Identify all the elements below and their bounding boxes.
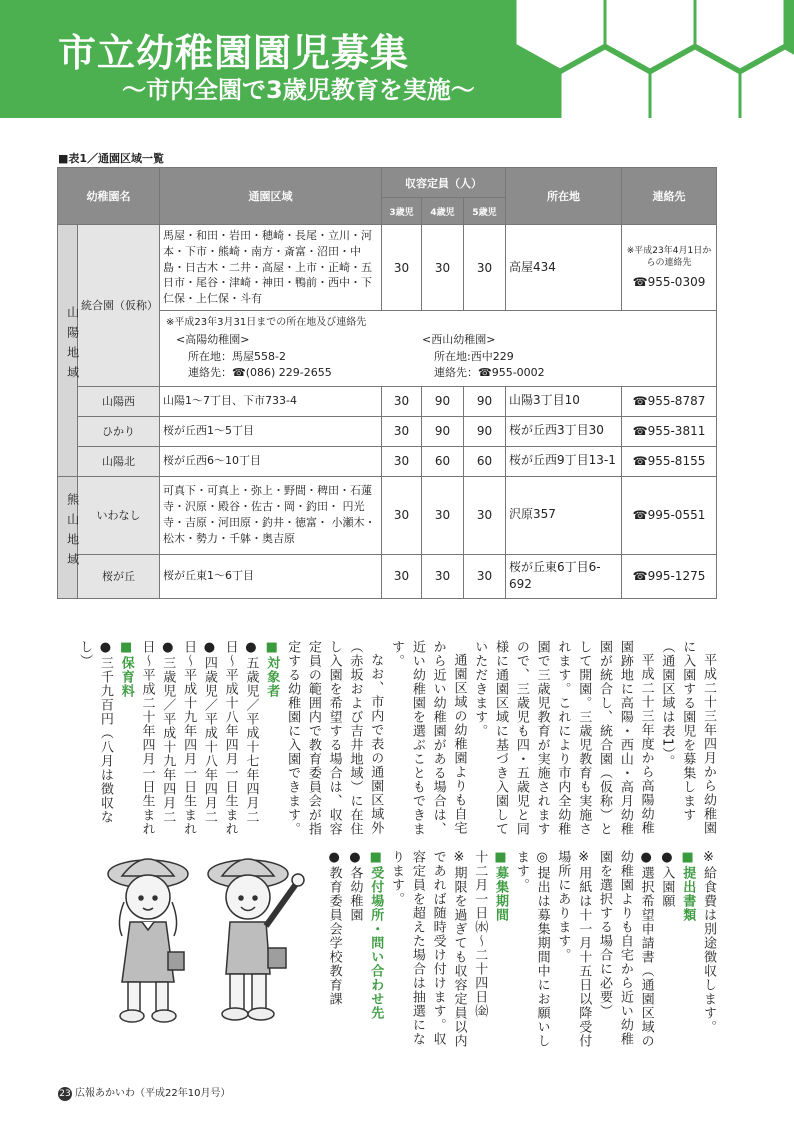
kindergarten-name: 統合園（仮称） [78,225,160,387]
body-left-column [58,640,718,840]
note-k1-tel: 連絡先：☎(086) 229-2655 [188,366,332,379]
capacity-4: 30 [422,225,464,311]
capacity-4: 30 [422,554,464,598]
paragraph: 平成二十三年度から高陽幼稚園跡地に高陽・西山・高月幼稚園が統合し、統合園（仮称）として開園。三歳児教育も実施されます。これにより市内全幼稚園で三歳児教育が実施されますので、三歳児も四・五歳児と同様に通園区域に基づき入園していただきます。 [472,640,654,836]
section-heading: ■受付場所・問い合わせ先 [368,850,384,1020]
contact-cell: ☎955-3811 [622,416,717,446]
contact-cell [622,225,717,311]
area-cell: 可真下・可真上・弥上・野間・稗田・石蓮寺・沢原・殿谷・佐古・岡・釣田・ 円光寺・吉原・河田原・釣井・徳富・ 小瀬木・松木・勢力・千躰・奥吉原 [160,476,382,554]
header-area: 通園区域 [160,168,382,225]
zone-table [57,167,717,599]
header-capacity: 収容定員（人） [382,168,506,198]
capacity-3: 30 [382,446,422,476]
kindergarten-name: 山陽北 [78,446,160,476]
page-title: 市立幼稚園園児募集 [58,31,410,75]
area-cell: 桜が丘西6〜10丁目 [160,446,382,476]
capacity-5: 60 [464,446,506,476]
body-right-column [328,850,718,1050]
region-kumayama: 熊山地域 [58,476,78,598]
list-item: ●各幼稚園 [347,850,363,922]
kindergarten-name: 桜が丘 [78,554,160,598]
header-banner [0,0,794,118]
location-cell: 桜が丘西3丁目30 [506,416,622,446]
table-row [58,446,717,476]
list-item: ※給食費は別途徴収します。 [701,850,716,1034]
region-sanyo: 山陽地域 [58,225,78,477]
kindergarten-name: ひかり [78,416,160,446]
table-row [58,476,717,554]
table-caption: ■表1／通園区域一覧 [58,152,165,165]
list-item: ●入園願 [659,850,675,908]
location-cell: 桜が丘西9丁目13-1 [506,446,622,476]
capacity-4: 60 [422,446,464,476]
list-item: ●四歳児／平成十八年四月二日〜平成十九年四月一日生まれ [181,640,217,836]
contact-cell: ☎955-8155 [622,446,717,476]
note-k2-name: <西山幼稚園> [422,333,496,346]
paragraph: なお、市内で表の通園区域外（赤坂および吉井地域）に在住し入園を希望する場合は、収容定員の範囲内で教育委員会が指定する幼稚園に入園できます。 [285,640,384,836]
list-item: ●教育委員会学校教育課 [326,850,342,1006]
paragraph: 通園区域の幼稚園よりも自宅から近い幼稚園がある場合は、近い幼稚園を選ぶこともできます。 [389,640,467,836]
page-number: 23 [59,1089,71,1099]
section-heading: ■提出書類 [680,850,696,922]
capacity-4: 90 [422,416,464,446]
capacity-3: 30 [382,386,422,416]
list-item: 十二月一日㈬〜二十四日㈮ [472,850,488,1018]
location-cell: 桜が丘東6丁目6-692 [506,554,622,598]
list-item: ●選択希望申請書（通園区域の幼稚園よりも自宅から近い幼稚園を選択する場合に必要） [597,850,654,1048]
capacity-5: 90 [464,386,506,416]
note-k2-tel: 連絡先：☎955-0002 [434,366,545,379]
capacity-4: 90 [422,386,464,416]
table-row [58,554,717,598]
paragraph: 平成二十三年四月から幼稚園に入園する園児を募集します（通園区域は表1）。 [659,640,716,835]
capacity-5: 90 [464,416,506,446]
location-cell: 沢原357 [506,476,622,554]
contact-note: ※平成23年4月1日からの連絡先 [626,245,712,268]
page-subtitle: 〜市内全園で3歳児教育を実施〜 [122,76,475,104]
table-row [58,225,717,311]
note-k1-name: <高陽幼稚園> [176,333,250,346]
list-item: ※期限を過ぎても収容定員以内であれば随時受け付けます。収容定員を超えた場合は抽選になります。 [389,850,467,1048]
header-location: 所在地 [506,168,622,225]
header-age5: 5歳児 [464,198,506,225]
area-cell: 桜が丘東1〜6丁目 [160,554,382,598]
table-row [58,416,717,446]
list-item: ●三歳児／平成十九年四月二日〜平成二十年四月一日生まれ [139,640,176,836]
contact-cell: ☎955-8787 [622,386,717,416]
capacity-5: 30 [464,225,506,311]
area-cell: 桜が丘西1〜5丁目 [160,416,382,446]
header-age4: 4歳児 [422,198,464,225]
old-contact-note [160,311,717,387]
capacity-3: 30 [382,554,422,598]
list-item: ◎提出は募集期間中にお願いします。 [513,850,550,1048]
area-cell: 馬屋・和田・岩田・穂崎・長尾・立川・河本・下市・熊崎・南方・斎富・沼田・中島・日古木・二井・高屋・上市・正崎・五日市・尾谷・津崎・神田・鴨前・西中・下仁保・上仁保・斗有 [160,225,382,311]
list-item: ●三千九百円（八月は徴収なし） [77,640,113,824]
table-row [58,386,717,416]
header-kindergarten: 幼稚園名 [58,168,160,225]
section-heading: ■保育料 [118,640,134,698]
note-k2-addr: 所在地:西中229 [434,349,514,363]
capacity-5: 30 [464,476,506,554]
children-illustration [98,852,308,1042]
section-heading: ■対象者 [264,640,280,698]
section-heading: ■募集期間 [493,850,509,922]
list-item: ●五歳児／平成十七年四月二日〜平成十八年四月一日生まれ [222,640,259,836]
header-contact: 連絡先 [622,168,717,225]
capacity-3: 30 [382,476,422,554]
note-k1-addr: 所在地：馬屋558-2 [188,349,286,363]
kindergarten-name: いわなし [78,476,160,554]
capacity-5: 30 [464,554,506,598]
area-cell: 山陽1〜7丁目、下市733-4 [160,386,382,416]
capacity-4: 30 [422,476,464,554]
contact-cell: ☎995-0551 [622,476,717,554]
footer [58,1084,230,1101]
kindergarten-name: 山陽西 [78,386,160,416]
header-age3: 3歳児 [382,198,422,225]
capacity-3: 30 [382,416,422,446]
footer-text: 広報あかいわ（平成22年10月号） [75,1088,231,1099]
location-cell: 山陽3丁目10 [506,386,622,416]
location-cell: 高屋434 [506,225,622,311]
capacity-3: 30 [382,225,422,311]
note-heading: ※平成23年3月31日までの所在地及び連絡先 [166,317,367,328]
contact-cell: ☎995-1275 [622,554,717,598]
contact-phone: ☎955-0309 [632,275,706,290]
list-item: ※用紙は十一月十五日以降受付場所にあります。 [555,850,592,1048]
